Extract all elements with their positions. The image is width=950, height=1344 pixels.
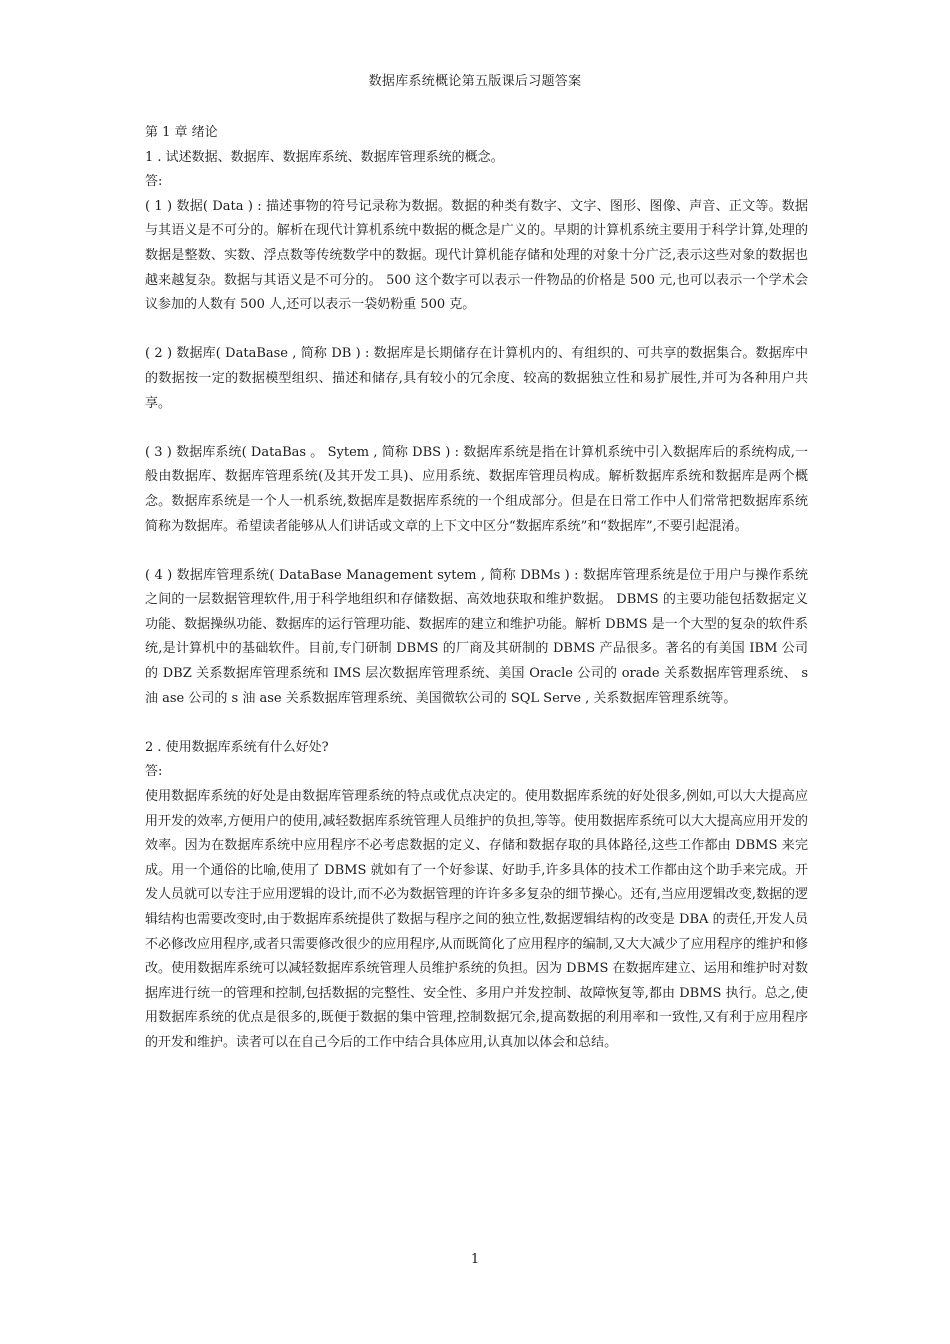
answer-1-paragraph-database: ( 2 ) 数据库( DataBase , 简称 DB ) : 数据库是长期储存在计算机内的、有组织的、可共享的数据集合。数据库中的数据按一定的数据模型组织、描述和储存,具有较小的冗余度、较高的数据独立性和易扩展性,并可为各种用户共享。 — [145, 346, 808, 411]
answer-1-paragraph-data: ( 1 ) 数据( Data ) : 描述事物的符号记录称为数据。数据的种类有数字、文字、图形、图像、声音、正文等。数据与其语义是不可分的。解析在现代计算机系统中数据的概念是广义的。早期的计算机系统主要用于科学计算,处理的数据是整数、实数、浮点数等传统数学中的数据。现代计算机能存储和处理的对象十分广泛,表示这些对象的数据也越来越复杂。数据与其语义是不可分的。 500 这个数字可以表示一件物品的价格是 500 元,也可以表示一个学术会议参加的人数有 500 人,还可以表示一袋奶粉重 500 克。 — [145, 198, 808, 313]
answer-1-paragraph-dbms: ( 4 ) 数据库管理系统( DataBase Management sytem , 简称 DBMs ) : 数据库管理系统是位于用户与操作系统之间的一层数据管理软件,用于科学地组织和存储数据、高效地获取和维护数据。 DBMS 的主要功能包括数据定义功能、数据操纵功能、数据库的运行管理功能、数据库的建立和维护功能。解析 DBMS 是一个大型的复杂的软件系统,是计算机中的基础软件。目前,专门研制 DBMS 的厂商及其研制的 DBMS 产品很多。著名的有美国 IBM 公司的 DBZ 关系数据库管理系统和 IMS 层次数据库管理系统、美国 Oracle 公司的 orade 关系数据库管理系统、 s 油 ase 公司的 s 油 ase 关系数据库管理系统、美国微软公司的 SQL Serve , 关系数据库管理系统等。 — [145, 567, 808, 706]
page-number: 1 — [470, 1252, 480, 1267]
answer-label-1: 答: — [145, 174, 163, 190]
answer-1-paragraph-database-system: ( 3 ) 数据库系统( DataBas 。 Sytem , 简称 DBS ) : 数据库系统是指在计算机系统中引入数据库后的系统构成,一般由数据库、数据库管理系统(及其开发工具)、应用系统、数据库管理员构成。解析数据库系统和数据库是两个概念。数据库系统是一个人一机系统,数据库是数据库系统的一个组成部分。但是在日常工作中人们常常把数据库系统简称为数据库。希望读者能够从人们讲话或文章的上下文中区分“数据库系统”和“数据库”,不要引起混淆。 — [145, 444, 808, 534]
answer-label-2: 答: — [145, 764, 163, 780]
document-body — [145, 121, 808, 1056]
chapter-heading: 第 1 章 绪论 — [145, 125, 218, 140]
question-2: 2 . 使用数据库系统有什么好处? — [145, 739, 329, 755]
question-1: 1 . 试述数据、数据库、数据库系统、数据库管理系统的概念。 — [145, 149, 504, 165]
answer-2-paragraph: 使用数据库系统的好处是由数据库管理系统的特点或优点决定的。使用数据库系统的好处很多,例如,可以大大提高应用开发的效率,方便用户的使用,减轻数据库系统管理人员维护的负担,等等。使用数据库系统可以大大提高应用开发的效率。因为在数据库系统中应用程序不必考虑数据的定义、存储和数据存取的具体路径,这些工作都由 DBMS 来完成。用一个通俗的比喻,使用了 DBMS 就如有了一个好参谋、好助手,许多具体的技术工作都由这个助手来完成。开发人员就可以专注于应用逻辑的设计,而不必为数据管理的许许多多复杂的细节操心。还有,当应用逻辑改变,数据的逻辑结构也需要改变时,由于数据库系统提供了数据与程序之间的独立性,数据逻辑结构的改变是 DBA 的责任,开发人员不必修改应用程序,或者只需要修改很少的应用程序,从而既简化了应用程序的编制,又大大减少了应用程序的维护和修改。使用数据库系统可以减轻数据库系统管理人员维护系统的负担。因为 DBMS 在数据库建立、运用和维护时对数据库进行统一的管理和控制,包括数据的完整性、安全性、多用户并发控制、故障恢复等,都由 DBMS 执行。总之,使用数据库系统的优点是很多的,既便于数据的集中管理,控制数据冗余,提高数据的利用率和一致性,又有利于应用程序的开发和维护。读者可以在自己今后的工作中结合具体应用,认真加以体会和总结。 — [145, 789, 808, 1050]
document-title: 数据库系统概论第五版课后习题答案 — [368, 74, 582, 89]
